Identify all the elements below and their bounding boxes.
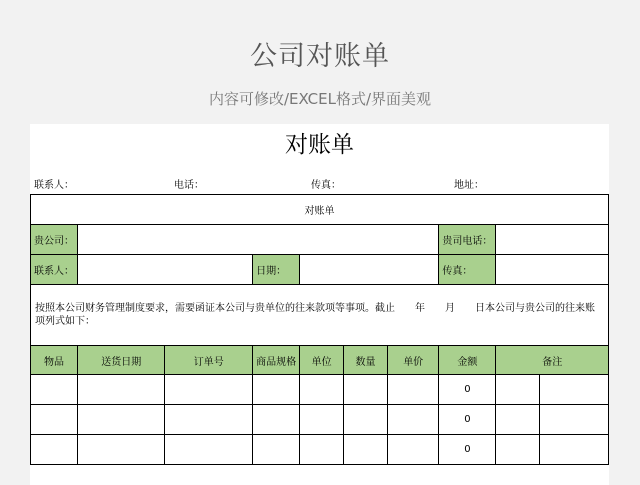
column-header-unit-price: 单价 [387,346,438,375]
remarks-cell-b[interactable] [540,405,609,435]
unit-price-cell[interactable] [387,435,438,465]
remarks-cell-a[interactable] [496,375,540,405]
contact-person-label: 联系人： [34,180,74,191]
order-number-cell[interactable] [165,375,253,405]
spec-cell[interactable] [253,435,300,465]
table-row [31,375,609,405]
column-header-amount: 金额 [439,346,496,375]
promo-subtitle: 内容可修改/EXCEL格式/界面美观 [208,90,432,108]
delivery-date-cell[interactable] [78,405,165,435]
company-phone-label: 贵司电话： [439,225,496,255]
quantity-cell[interactable] [344,375,388,405]
spec-cell[interactable] [253,375,300,405]
contact-input-cell[interactable] [78,255,253,285]
document-title: 对账单 [285,132,354,158]
amount-cell[interactable]: 0 [439,435,496,465]
fax-label-top: 传真： [311,180,341,191]
delivery-date-cell[interactable] [78,375,165,405]
quantity-cell[interactable] [344,405,388,435]
table-row [31,405,609,435]
order-number-cell[interactable] [165,435,253,465]
column-header-spec: 商品规格 [253,346,300,375]
column-header-remarks: 备注 [496,346,609,375]
remarks-cell-a[interactable] [496,435,540,465]
unit-cell[interactable] [300,375,344,405]
column-header-unit: 单位 [300,346,344,375]
item-cell[interactable] [31,435,78,465]
statement-sheet [30,124,609,485]
fax-input-cell[interactable] [496,255,609,285]
phone-label: 电话： [174,180,204,191]
remarks-cell-b[interactable] [540,435,609,465]
column-header-order-number: 订单号 [165,346,253,375]
fax-label: 传真： [439,255,496,285]
company-input-cell[interactable] [78,225,439,255]
remarks-cell-a[interactable] [496,405,540,435]
confirmation-note: 按照本公司财务管理制度要求，需要函证本公司与贵单位的往来款项等事项。截止 年 月 日本公司与贵公司的往来账项列式如下： [31,285,609,346]
date-input-cell[interactable] [300,255,439,285]
spec-cell[interactable] [253,405,300,435]
unit-cell[interactable] [300,435,344,465]
section-title: 对账单 [31,195,609,225]
amount-cell[interactable]: 0 [439,405,496,435]
delivery-date-cell[interactable] [78,435,165,465]
table-row [31,435,609,465]
date-label: 日期： [253,255,300,285]
unit-price-cell[interactable] [387,375,438,405]
promo-title: 公司对账单 [250,41,390,72]
remarks-cell-b[interactable] [540,375,609,405]
order-number-cell[interactable] [165,405,253,435]
unit-cell[interactable] [300,405,344,435]
address-label: 地址： [454,180,484,191]
column-header-item: 物品 [31,346,78,375]
amount-cell[interactable]: 0 [439,375,496,405]
item-cell[interactable] [31,375,78,405]
company-phone-input-cell[interactable] [496,225,609,255]
quantity-cell[interactable] [344,435,388,465]
column-header-delivery-date: 送货日期 [78,346,165,375]
statement-table [30,194,609,465]
item-cell[interactable] [31,405,78,435]
column-header-quantity: 数量 [344,346,388,375]
unit-price-cell[interactable] [387,405,438,435]
contact-label: 联系人： [31,255,78,285]
company-label: 贵公司： [31,225,78,255]
